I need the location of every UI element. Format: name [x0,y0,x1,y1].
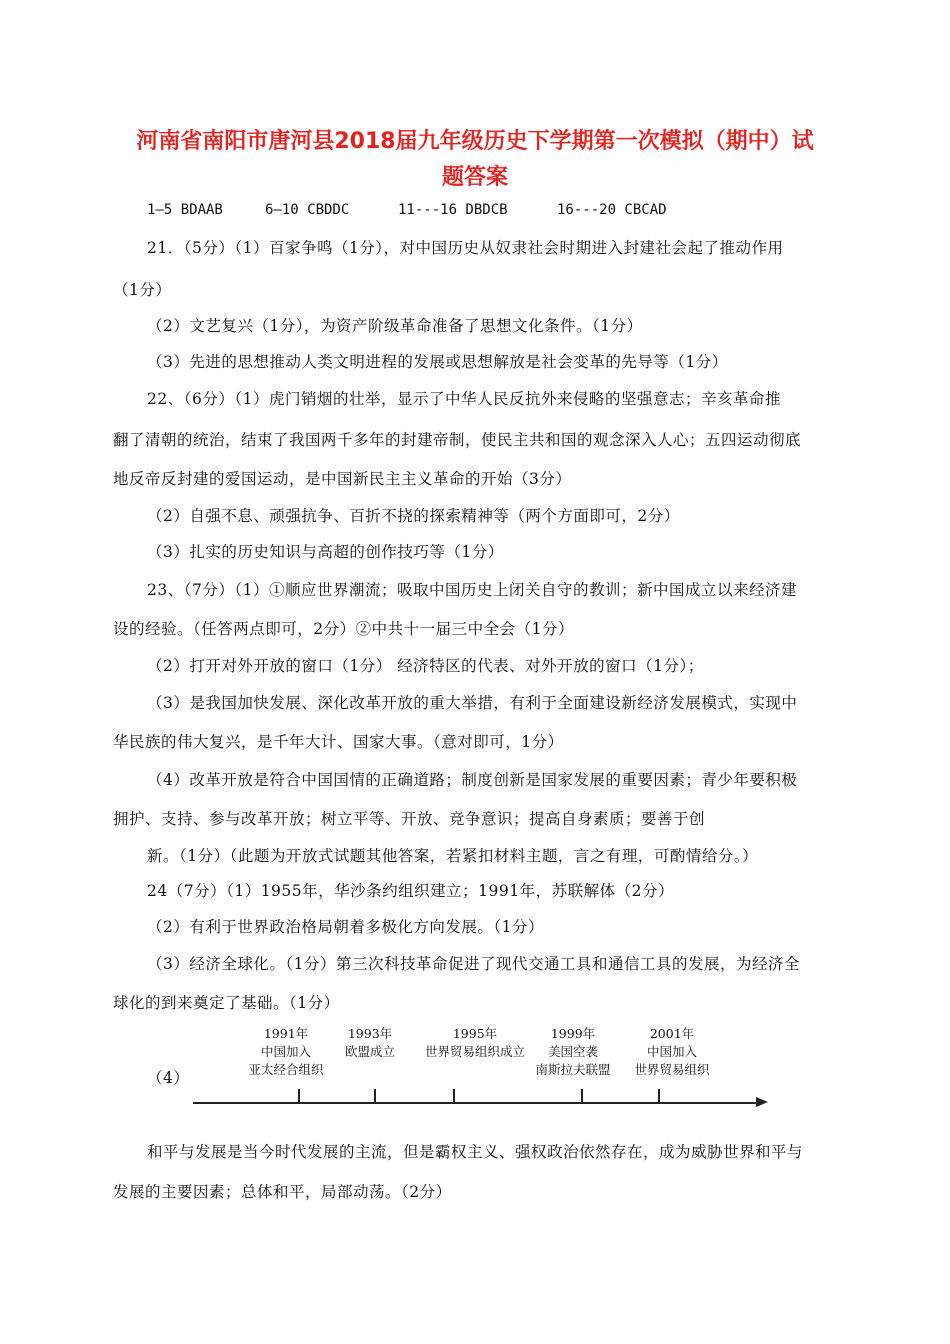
timeline-text: 中国加入 [646,1044,698,1059]
answer-line: （2）有利于世界政治格局朝着多极化方向发展。（1分） [147,918,544,936]
timeline-year: 1995年 [452,1026,498,1041]
title-line-2: 题答案 [441,165,508,190]
answer-line: 发展的主要因素；总体和平，局部动荡。（2分） [113,1183,452,1201]
answer-line: （3）扎实的历史知识与高超的创作技巧等（1分） [147,543,504,561]
answer-line: （2）打开对外开放的窗口（1分） 经济特区的代表、对外开放的窗口（1分）； [147,657,704,675]
timeline-event [425,1025,525,1061]
timeline-tick [298,1089,300,1104]
answer-line: （2）自强不息、顽强抗争、百折不挠的探索精神等（两个方面即可，2分） [147,507,680,525]
answer-line: 22、（6分）（1）虎门销烟的壮举，显示了中华人民反抗外来侵略的坚强意志；辛亥革命推 [147,390,781,408]
timeline-text: 世界贸易组织成立 [424,1044,526,1059]
timeline-text: 欧盟成立 [344,1044,396,1059]
timeline-tick [658,1089,660,1104]
timeline-axis [193,1102,758,1104]
timeline-year: 1993年 [347,1026,393,1041]
timeline-text: 世界贸易组织 [634,1062,710,1077]
answer-line: 地反帝反封建的爱国运动，是中国新民主主义革命的开始（3分） [113,470,572,488]
answer-line: （2）文艺复兴（1分），为资产阶级革命准备了思想文化条件。（1分） [147,317,643,335]
answer-line: 和平与发展是当今时代发展的主流，但是霸权主义、强权政治依然存在，成为威胁世界和平与 [147,1143,804,1161]
timeline-tick [374,1089,376,1104]
timeline-year: 1991年 [263,1026,309,1041]
timeline-event [345,1025,395,1061]
answer-line: 球化的到来奠定了基础。（1分） [113,994,340,1012]
timeline-event [535,1025,610,1079]
timeline-tick [581,1089,583,1104]
mcq-group-3: 11---16 DBDCB [398,202,508,218]
answer-line: （3）是我国加快发展、深化改革开放的重大举措，有利于全面建设新经济发展模式，实现中 [147,694,798,712]
timeline-tick [453,1089,455,1104]
timeline-text: 亚太经合组织 [248,1062,324,1077]
answer-line: 23、（7分）（1）①顺应世界潮流；吸取中国历史上闭关自守的教训；新中国成立以来经济建 [147,581,797,599]
answer-line: （1分） [113,281,172,299]
timeline-event [248,1025,323,1079]
title-line-1: 河南省南阳市唐河县2018届九年级历史下学期第一次模拟（期中）试 [136,129,814,154]
answer-line: 21．（5分）（1）百家争鸣（1分），对中国历史从奴隶社会时期进入封建社会起了推动作用 [147,239,784,257]
mcq-group-1: 1—5 BDAAB [147,202,223,218]
answer-line: （3）先进的思想推动人类文明进程的发展或思想解放是社会变革的先导等（1分） [147,353,728,371]
timeline-year: 2001年 [649,1026,695,1041]
answer-line: 24（7分）（1）1955年，华沙条约组织建立；1991年，苏联解体（2分） [147,882,674,900]
answer-line: （3）经济全球化。（1分）第三次科技革命促进了现代交通工具和通信工具的发展，为经济全 [147,955,800,973]
timeline-event [634,1025,709,1079]
timeline-text: 美国空袭 [547,1044,599,1059]
answer-line: （4）改革开放是符合中国国情的正确道路；制度创新是国家发展的重要因素；青少年要积极 [147,771,798,789]
timeline-text: 中国加入 [260,1044,312,1059]
mcq-group-4: 16---20 CBCAD [557,202,667,218]
answer-line: 华民族的伟大复兴，是千年大计、国家大事。（意对即可，1分） [113,733,564,751]
mcq-group-2: 6—10 CBDDC [265,202,350,218]
timeline-year: 1999年 [550,1026,596,1041]
answer-line: 设的经验。（任答两点即可，2分）②中共十一届三中全会（1分） [113,620,574,638]
answer-line: 拥护、支持、参与改革开放；树立平等、开放、竞争意识；提高自身素质；要善于创 [113,810,706,828]
answer-line: （4） [147,1069,190,1087]
timeline-arrow-icon [756,1097,768,1107]
answer-line: 新。（1分）（此题为开放式试题其他答案，若紧扣材料主题，言之有理，可酌情给分。） [147,847,759,865]
answer-line: 翻了清朝的统治，结束了我国两千多年的封建帝制，使民主共和国的观念深入人心；五四运动彻底 [113,431,802,449]
timeline-text: 南斯拉夫联盟 [535,1062,611,1077]
